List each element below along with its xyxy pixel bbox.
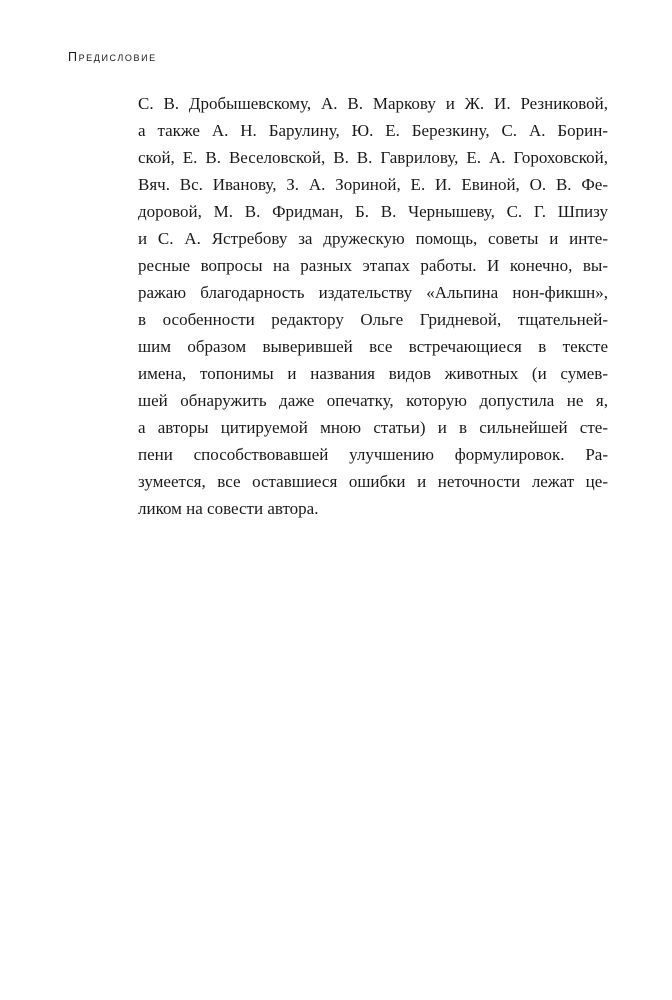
paragraph-line: шим образом выверившей все встречающиеся в тексте <box>138 337 608 356</box>
paragraph-line-last: ликом на совести автора. <box>138 499 319 518</box>
paragraph-line: а также А. Н. Барулину, Ю. Е. Березкину, С. А. Борин- <box>138 121 608 140</box>
paragraph-line: ресные вопросы на разных этапах работы. И конечно, вы- <box>138 256 608 275</box>
paragraph-line: имена, топонимы и названия видов животных (и сумев- <box>138 364 608 383</box>
paragraph-line: и С. А. Ястребову за дружескую помощь, советы и инте- <box>138 229 608 248</box>
paragraph-line: доровой, М. В. Фридман, Б. В. Чернышеву, С. Г. Шпизу <box>138 202 608 221</box>
paragraph-line: пени способствовавшей улучшению формулировок. Ра- <box>138 445 608 464</box>
paragraph-line: ской, Е. В. Веселовской, В. В. Гаврилову, Е. А. Гороховской, <box>138 148 608 167</box>
paragraph-line: ражаю благодарность издательству «Альпина нон-фикшн», <box>138 283 608 302</box>
paragraph-line: зумеется, все оставшиеся ошибки и неточности лежат це- <box>138 472 608 491</box>
paragraph-line: С. В. Дробышевскому, А. В. Маркову и Ж. И. Резниковой, <box>138 94 608 113</box>
paragraph-line: в особенности редактору Ольге Гридневой, тщательней- <box>138 310 608 329</box>
running-head: Предисловие <box>68 50 157 64</box>
paragraph-line: Вяч. Вс. Иванову, З. А. Зориной, Е. И. Евиной, О. В. Фе- <box>138 175 608 194</box>
paragraph-line: а авторы цитируемой мною статьи) и в сильнейшей сте- <box>138 418 608 437</box>
paragraph-line: шей обнаружить даже опечатку, которую допустила не я, <box>138 391 608 410</box>
acknowledgements-paragraph <box>138 90 608 522</box>
